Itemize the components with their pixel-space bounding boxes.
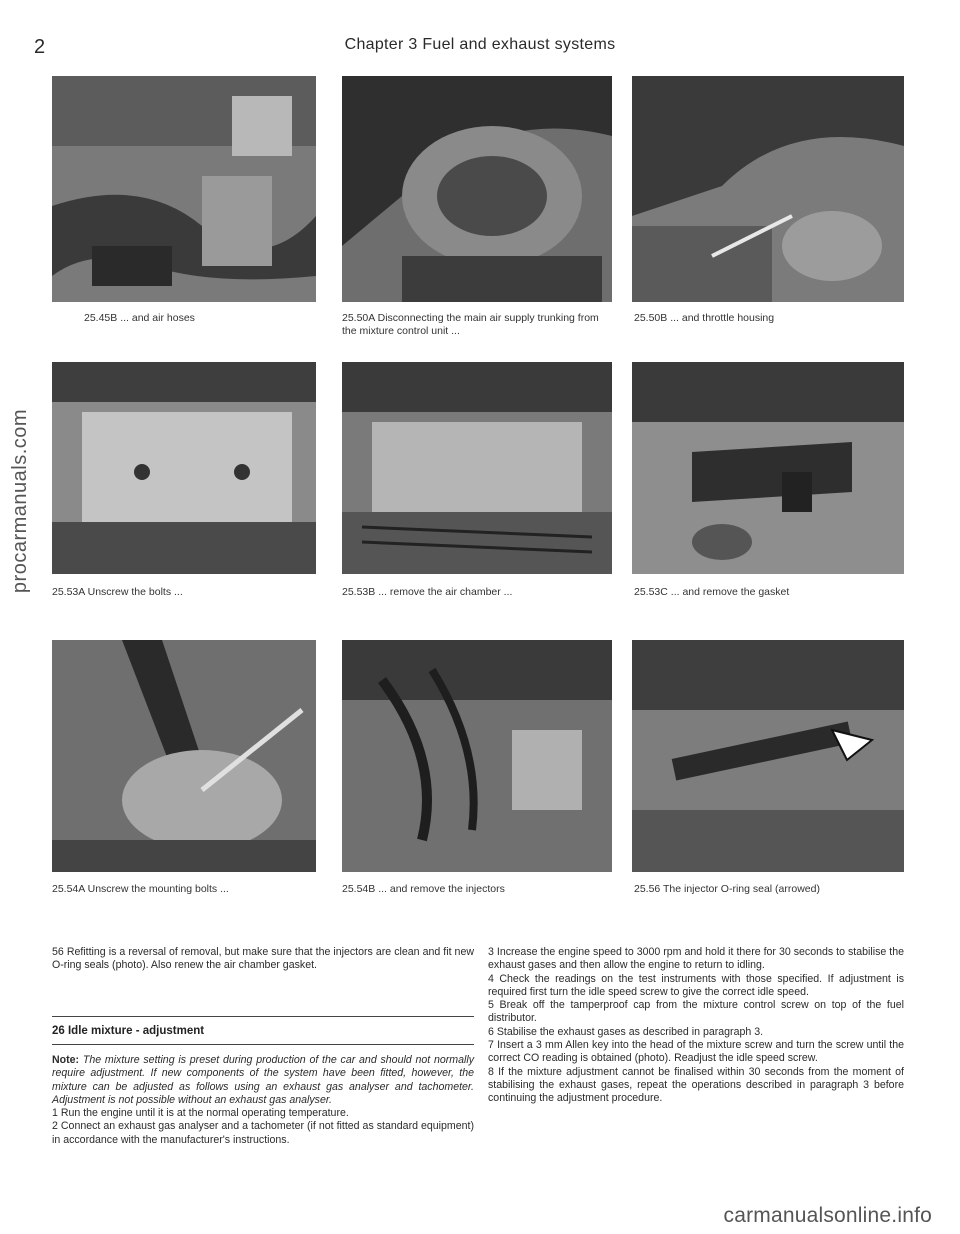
note-text: The mixture setting is preset during production of the car and should not normally require adjustment. If new components of the system have been fitted, however, the mixture can be adjusted as follows using an exhaust gas analyser and tachometer. Adjustment is not possible without an exhaust gas analyser. xyxy=(52,1054,474,1106)
photo-unscrew-bolts xyxy=(52,362,316,574)
paragraph-4: 4 Check the readings on the test instruments with those specified. If adjustment is required first turn the idle speed screw to give the correct idle speed. xyxy=(488,972,904,998)
paragraph-6: 6 Stabilise the exhaust gases as described in paragraph 3. xyxy=(488,1025,764,1038)
section-divider-top xyxy=(52,1016,474,1017)
paragraph-5: 5 Break off the tamperproof cap from the mixture control screw on top of the fuel distributor. xyxy=(488,999,904,1025)
paragraph-56 xyxy=(52,946,474,973)
paragraph-7: 7 Insert a 3 mm Allen key into the head of the mixture screw and turn the screw until the correct CO reading is obtained (photo). Readjust the idle speed screw. xyxy=(488,1039,904,1065)
photo-air-hoses xyxy=(52,76,316,302)
note-label: Note: xyxy=(52,1054,80,1066)
paragraph-8: 8 If the mixture adjustment cannot be finalised within 30 seconds from the moment of stabilising the exhaust gases, repeat the operations described in paragraph 3 before continuing the adjustment procedure. xyxy=(488,1065,904,1105)
caption-25-56: 25.56 The injector O-ring seal (arrowed) xyxy=(634,883,820,895)
paragraph-56-text: 56 Refitting is a reversal of removal, but make sure that the injectors are clean and fit new O-ring seals (photo). Also renew the air chamber gasket. xyxy=(52,946,474,972)
caption-25-50b: 25.50B ... and throttle housing xyxy=(634,312,775,324)
side-watermark: procarmanuals.com xyxy=(9,408,31,594)
paragraph-2: 2 Connect an exhaust gas analyser and a tachometer (if not fitted as standard equipment) in accordance with the manufacturer's instructions. xyxy=(52,1120,474,1146)
photo-air-chamber xyxy=(342,362,612,574)
paragraph-1: 1 Run the engine until it is at the normal operating temperature. xyxy=(52,1107,349,1120)
caption-25-54b: 25.54B ... and remove the injectors xyxy=(342,883,505,895)
caption-25-54a: 25.54A Unscrew the mounting bolts ... xyxy=(52,883,229,895)
photo-throttle-housing xyxy=(632,76,904,302)
right-column xyxy=(488,946,904,1106)
photo-mounting-bolts xyxy=(52,640,316,872)
photo-injectors xyxy=(342,640,612,872)
photo-injector-o-ring xyxy=(632,640,904,872)
photo-gasket xyxy=(632,362,904,574)
page-number: 2 xyxy=(34,36,46,58)
chapter-title: Chapter 3 Fuel and exhaust systems xyxy=(344,36,616,53)
caption-25-53b: 25.53B ... remove the air chamber ... xyxy=(342,586,513,598)
section-divider-bottom xyxy=(52,1044,474,1045)
caption-25-50a: 25.50A Disconnecting the main air supply trunking from the mixture control unit ... xyxy=(342,312,599,337)
paragraph-3: 3 Increase the engine speed to 3000 rpm and hold it there for 30 seconds to stabilise the exhaust gases and then allow the engine to return to idling. xyxy=(488,946,904,972)
caption-25-45b: 25.45B ... and air hoses xyxy=(84,312,195,324)
note-block xyxy=(52,1054,474,1147)
photo-air-supply-trunking xyxy=(342,76,612,302)
section-heading: 26 Idle mixture - adjustment xyxy=(52,1025,205,1037)
caption-25-53c: 25.53C ... and remove the gasket xyxy=(634,586,790,598)
bottom-watermark: carmanualsonline.info xyxy=(723,1204,932,1227)
caption-25-53a: 25.53A Unscrew the bolts ... xyxy=(52,586,183,598)
